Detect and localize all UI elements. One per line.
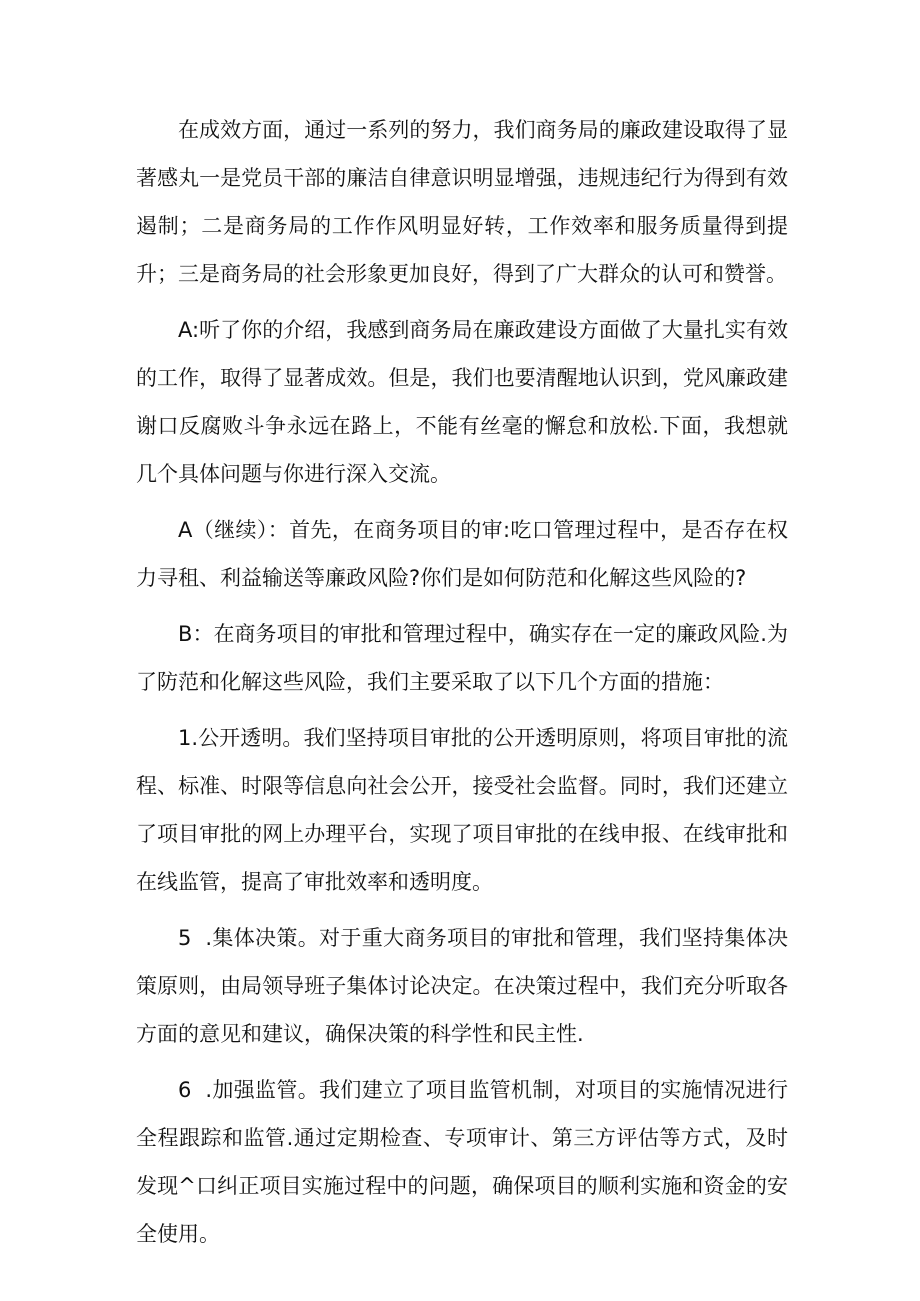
paragraph-a-question: A（继续）：首先，在商务项目的审:吃口管理过程中，是否存在权力寻租、利益输送等廉政风险?你们是如何防范和化解这些风险的?: [136, 518, 788, 590]
paragraph-b-answer: B：在商务项目的审批和管理过程中，确实存在一定的廉政风险.为了防范和化解这些风险，我们主要采取了以下几个方面的措施：: [136, 622, 788, 694]
document-body: [136, 106, 788, 1266]
paragraph-measure-5: 5 .集体决策。对于重大商务项目的审批和管理，我们坚持集体决策原则，由局领导班子集体讨论决定。在决策过程中，我们充分听取各方面的意见和建议，确保决策的科学性和民主性.: [136, 926, 788, 1046]
paragraph-results: 在成效方面，通过一系列的努力，我们商务局的廉政建设取得了显著感丸一是党员干部的廉洁自律意识明显增强，违规违纪行为得到有效遏制；二是商务局的工作作风明显好转，工作效率和服务质量得到提升；三是商务局的社会形象更加良好，得到了广大群众的认可和赞誉。: [136, 118, 788, 286]
paragraph-measure-6: 6 .加强监管。我们建立了项目监管机制，对项目的实施情况进行全程跟踪和监管.通过定期检查、专项审计、第三方评估等方式，及时发现^口纠正项目实施过程中的问题，确保项目的顺利实施和资金的安全使用。: [136, 1078, 788, 1246]
paragraph-measure-1: 1.公开透明。我们坚持项目审批的公开透明原则，将项目审批的流程、标准、时限等信息向社会公开，接受社会监督。同时，我们还建立了项目审批的网上办理平台，实现了项目审批的在线申报、在线审批和在线监管，提高了审批效率和透明度。: [136, 726, 788, 894]
paragraph-a-response: A:听了你的介绍，我感到商务局在廉政建设方面做了大量扎实有效的工作，取得了显著成效。但是，我们也要清醒地认识到，党风廉政建谢口反腐败斗争永远在路上，不能有丝毫的懈怠和放松.下面，我想就几个具体问题与你进行深入交流。: [136, 318, 788, 486]
